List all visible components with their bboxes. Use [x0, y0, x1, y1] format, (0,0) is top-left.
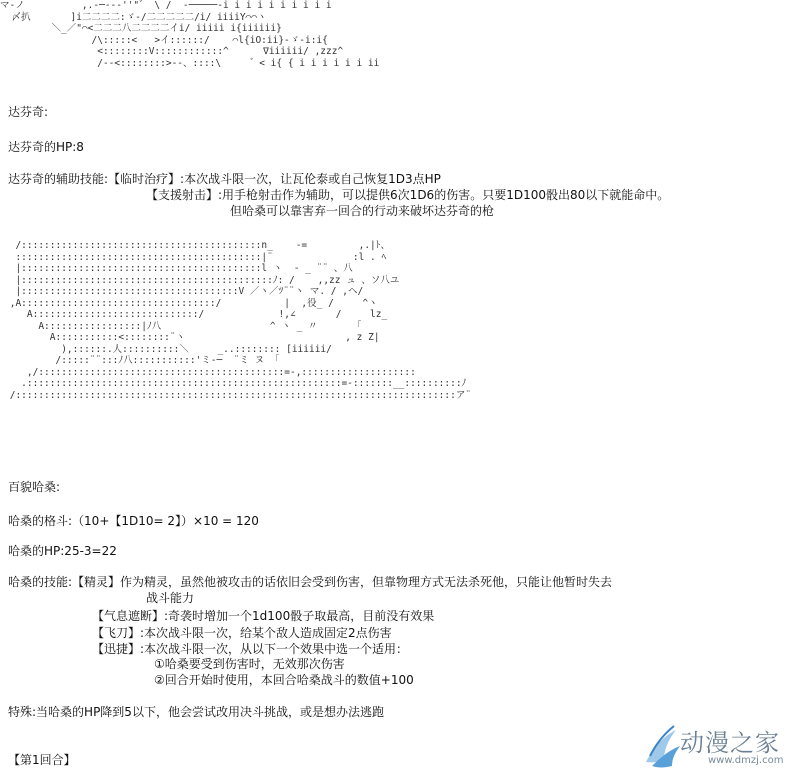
hassan-option-1: ①哈桑要受到伤害时，无效那次伤害: [154, 657, 345, 671]
hassan-skill-spirit: 哈桑的技能:【精灵】作为精灵，虽然他被攻击的话依旧会受到伤害，但靠物理方式无法杀死他，只能让他暂时失去: [8, 575, 613, 589]
hassan-skill-qixi: 【气息遮断】:奇袭时增加一个1d100骰子取最高，目前没有效果: [92, 609, 435, 623]
hassan-special: 特殊:当哈桑的HP降到5以下，他会尝试改用决斗挑战，或是想办法逃跑: [8, 705, 384, 719]
round-heading: 【第1回合】: [8, 753, 76, 767]
ascii-art-middle: /::::::::::::::::::::::::::::::::::::::::::n_ -= ,.|ﾄ、 :::::::::::::::::::::::::::::::::::::::::::|¨ :l . ﾍ |::::::::::::::::::::::::::::::::::::::::::l ヽ ‐ _ ¨¨ 、八 |::::::::::::::::::::::::::::::::::::::::::::ﾉ: / ,,zz ュ 、ソ八ユ |::::::::::::::::::::::::::::::::::::::V ／ヽ／ﾂ¨¨ヽ マ. / ,ヘ/ ,A::::::::::::::::::::::::::::::::::/ | ,役_ / ^ヽ A:::::::::::::::::::::::::::::/ !,∠ / lz_ A:::::::::::::::::|ﾉ八 ^ ヽ _ 〃 「 A:::::::::::<::::::::¨ヽ , z Z| ),::::::.人::::::::::＼ _..:::::::: [iiiiii/ /:::::¨¨:::ﾉ八:::::::::::'ミ‐─ ¨ミ ヌ 「 ,/:::::::::::::::::::::::::::::::::::::::::::=-,:::::::::::::::::::: .:::::::::::::::::::::::::::::::::::::::::::::::::::::::=-:::::::__::::::::::ﾉ /:::::::::::::::::::::::::::::::::::::::::::::::::::::::::::::::::::::::::::::ア¨: [9, 240, 472, 401]
dafenqi-note: 但哈桑可以靠害弃一回合的行动来破坏达芬奇的枪: [230, 204, 495, 218]
ascii-art-top: マ‐ノ ,.-─--‐''"゛ \ / ‐─────‐i i i i i i i i i i 〆扒 ]i二二二二:ゞ‐/二二二二二/i/ iiiiY⌒⌒ヽ ＼_／"⌒<二二二八二二二二イi/ iiiii i{iiiiii} /\:::::< >イ::::::/ ⌒l{iO:ii}-ゞ-i:i{ <::::::::V::::::::::::^ ∇iiiiii/ ,zzz^ /‐‐<::::::::>‐‐、::::\ ゛< i{ { i i i i i i ii: [0, 0, 380, 69]
hassan-name: 百貌哈桑:: [8, 480, 61, 494]
dafenqi-hp: 达芬奇的HP:8: [8, 140, 84, 154]
hassan-fight: 哈桑的格斗:（10+【1D10= 2】）×10 = 120: [8, 514, 259, 528]
dafenqi-name: 达芬奇:: [8, 105, 49, 119]
watermark-url: www.dmzj.com: [708, 755, 784, 766]
hassan-skill-feidao: 【飞刀】:本次战斗限一次，给某个敌人造成固定2点伤害: [92, 626, 392, 640]
hassan-hp: 哈桑的HP:25-3=22: [8, 544, 117, 558]
hassan-skill-spirit-cont: 战斗能力: [146, 591, 195, 605]
watermark-text: 动漫之家: [680, 729, 780, 757]
hassan-skill-xunjie: 【迅捷】:本次战斗限一次，从以下一个效果中选一个适用：: [92, 642, 409, 656]
dafenqi-skill-support: 【支援射击】:用手枪射击作为辅助，可以提供6次1D6的伤害。只要1D100骰出80以下就能命中。: [146, 188, 670, 202]
dafenqi-skill-heal: 达芬奇的辅助技能:【临时治疗】:本次战斗限一次，让瓦伦泰或自己恢复1D3点HP: [8, 172, 441, 186]
hassan-option-2: ②回合开始时使用，本回合哈桑战斗的数值+100: [154, 673, 414, 687]
